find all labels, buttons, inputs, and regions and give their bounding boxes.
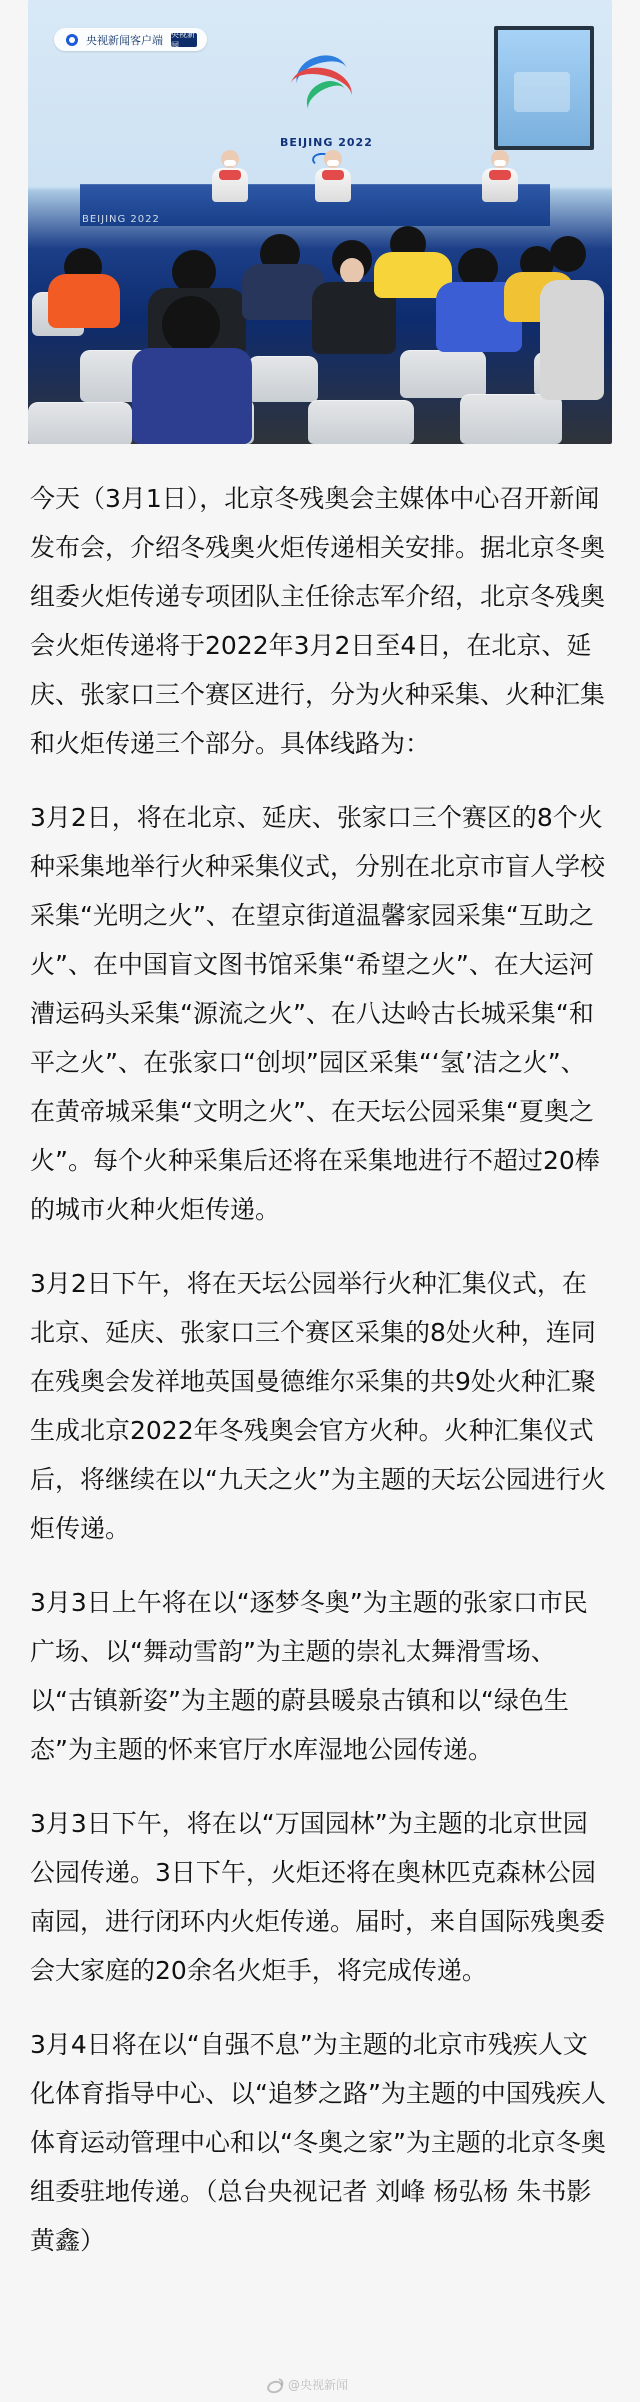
speaker-right <box>480 150 520 202</box>
paragraph-3: 3月2日下午，将在天坛公园举行火种汇集仪式，在北京、延庆、张家口三个赛区采集的8处火种，连同在残奥会发祥地英国曼德维尔采集的共9处火种汇聚生成北京2022年冬残奥会官方火种。火种汇集仪式后，将继续在以“九天之火”为主题的天坛公园进行火炬传递。 <box>30 1269 606 1543</box>
display-screen <box>494 26 594 150</box>
weibo-icon <box>266 2379 284 2391</box>
event-logo-text: BEIJING 2022 <box>280 136 373 149</box>
press-conference-photo <box>28 0 612 444</box>
paragraph-6: 3月4日将在以“自强不息”为主题的北京市残疾人文化体育指导中心、以“追梦之路”为主题的中国残疾人体育运动管理中心和以“冬奥之家”为主题的北京冬奥组委驻地传递。（总台央视记者 刘峰 杨弘杨 朱书影 黄鑫） <box>30 2030 606 2255</box>
watermark-text: @央视新闻 <box>288 2378 349 2392</box>
audience-member <box>128 296 256 444</box>
broadcaster-label: 央视新闻客户端 <box>86 33 163 47</box>
audience-member <box>540 220 604 400</box>
broadcaster-logo <box>54 28 207 51</box>
speaker-center <box>313 150 353 202</box>
paragraph-2: 3月2日，将在北京、延庆、张家口三个赛区的8个火种采集地举行火种采集仪式，分别在北京市盲人学校采集“光明之火”、在望京街道温馨家园采集“互助之火”、在中国盲文图书馆采集“希望之火”、在大运河漕运码头采集“源流之火”、在八达岭古长城采集“和平之火”、在张家口“创坝”园区采集“‘氢’洁之火”、在黄帝城采集“文明之火”、在天坛公园采集“夏奥之火”。每个火种采集后还将在采集地进行不超过20棒的城市火种火炬传递。 <box>30 803 606 1224</box>
paragraph-1: 今天（3月1日），北京冬残奥会主媒体中心召开新闻发布会，介绍冬残奥火炬传递相关安排。据北京冬奥组委火炬传递专项团队主任徐志军介绍，北京冬残奥会火炬传递将于2022年3月2日至4日，在北京、延庆、张家口三个赛区进行，分为火种采集、火种汇集和火炬传递三个部分。具体线路为： <box>30 484 606 758</box>
table-banner-text: BEIJING 2022 <box>82 214 160 225</box>
speaker-left <box>210 150 250 202</box>
broadcaster-icon <box>66 34 78 46</box>
watermark <box>266 2376 348 2393</box>
paragraph-5: 3月3日下午，将在以“万国园林”为主题的北京世园公园传递。3日下午，火炬还将在奥林匹克森林公园南园，进行闭环内火炬传递。届时，来自国际残奥委会大家庭的20余名火炬手，将完成传递。 <box>30 1809 606 1985</box>
olympic-emblem-icon <box>276 48 368 140</box>
channel-badge: 央视新闻 <box>171 29 195 50</box>
audience-member <box>46 248 122 328</box>
post-body <box>30 474 610 2290</box>
paragraph-4: 3月3日上午将在以“逐梦冬奥”为主题的张家口市民广场、以“舞动雪韵”为主题的崇礼太舞滑雪场、以“古镇新姿”为主题的蔚县暖泉古镇和以“绿色生态”为主题的怀来官厅水库湿地公园传递。 <box>30 1588 588 1764</box>
